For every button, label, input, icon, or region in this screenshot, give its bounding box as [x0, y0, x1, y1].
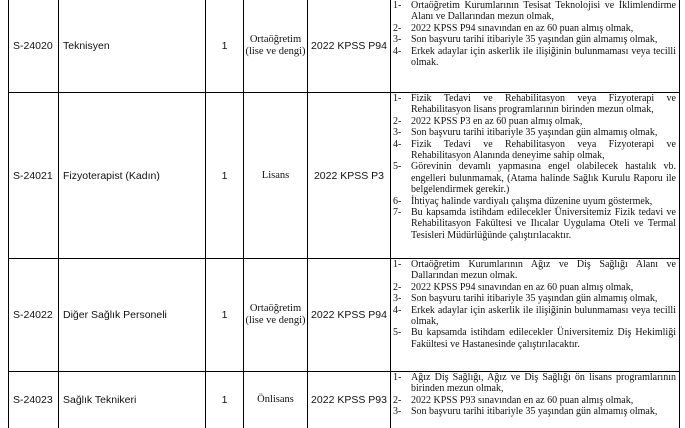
- requirement-number: 5-: [393, 327, 402, 339]
- position-title: Teknisyen: [63, 40, 110, 52]
- exam-cell: [307, 0, 390, 92]
- requirement-item: [391, 127, 679, 138]
- requirement-item: [391, 116, 679, 127]
- requirement-text: Son başvuru tarihi itibariyle 35 yaşından gün almamış olmak,: [411, 127, 658, 139]
- requirement-text: Ağız Diş Sağlığı, Ağız ve Diş Sağlığı ön lisans programlarının birinden mezun olmak,: [411, 372, 676, 395]
- exam-score-type: 2022 KPSS P94: [311, 40, 387, 52]
- education-cell: [243, 0, 307, 92]
- requirement-item: [391, 34, 679, 45]
- position-code: S-24020: [13, 40, 53, 52]
- education-cell: [243, 372, 307, 428]
- requirement-text: Ortaöğretim Kurumlarının Ağız ve Diş Sağlığı Alanı ve Dallarından mezun olmak.: [411, 259, 676, 282]
- requirement-text: 2022 KPSS P94 sınavından en az 60 puan almış olmak,: [411, 281, 634, 293]
- requirement-item: [391, 0, 679, 23]
- requirement-number: 4-: [393, 45, 402, 57]
- position-code-cell: [8, 372, 58, 428]
- requirement-item: [391, 327, 679, 350]
- requirement-number: 1-: [393, 259, 402, 270]
- requirement-number: 2-: [393, 394, 402, 406]
- requirement-item: [391, 406, 679, 417]
- requirement-text: Bu kapsamda istihdam edilecekler Üniversitemiz Fizik tedavi ve Rehabilitasyon Fakültesi ve Ilıcalar Uygulama Oteli ve Termal Tesisleri Müdürlüğünde çalıştırılacaktır.: [411, 207, 676, 241]
- requirement-number: 3-: [393, 34, 402, 46]
- exam-cell: [307, 372, 390, 428]
- position-code-cell: [8, 93, 58, 258]
- education-level: Önlisans: [257, 394, 294, 405]
- education-level: Ortaöğretim (lise ve dengi): [245, 34, 306, 57]
- requirement-item: [391, 259, 679, 282]
- education-level: Ortaöğretim (lise ve dengi): [245, 303, 306, 326]
- education-cell: [243, 93, 307, 258]
- requirement-item: [391, 372, 679, 395]
- requirement-number: 2-: [393, 115, 402, 127]
- exam-score-type: 2022 KPSS P93: [311, 394, 387, 406]
- requirements-list: [391, 93, 679, 241]
- table-row: [8, 371, 680, 428]
- quantity: 1: [221, 40, 228, 52]
- quantity-cell: [205, 372, 243, 428]
- requirement-number: 7-: [393, 207, 402, 219]
- requirements-cell: [390, 259, 680, 371]
- exam-cell: [307, 259, 390, 371]
- requirement-item: [391, 93, 679, 116]
- requirement-number: 2-: [393, 281, 402, 293]
- requirement-text: 2022 KPSS P93 sınavından en az 60 puan almış olmak,: [411, 394, 634, 406]
- education-level: Lisans: [261, 169, 290, 181]
- requirement-number: 4-: [393, 138, 402, 150]
- requirement-number: 3-: [393, 127, 402, 139]
- quantity-cell: [205, 0, 243, 92]
- requirement-text: Erkek adaylar için askerlik ile ilişiğinin bulunmaması veya tecilli olmak,: [411, 304, 676, 328]
- requirement-text: Bu kapsamda istihdam edilecekler Üniversitemiz Diş Hekimliği Fakültesi ve Hastanesinde çalıştırılacaktır.: [411, 327, 676, 350]
- requirement-item: [391, 161, 679, 195]
- requirement-text: 2022 KPSS P3 en az 60 puan almış olmak,: [411, 115, 583, 127]
- requirements-list: [391, 372, 679, 418]
- requirement-text: Son başvuru tarihi itibariyle 35 yaşından gün almamış olmak,: [411, 406, 658, 418]
- requirement-text: Ortaöğretim Kurumlarının Tesisat Teknolojisi ve İklimlendirme Alanı ve Dallarından mezun olmak,: [411, 0, 676, 23]
- quantity-cell: [205, 259, 243, 371]
- requirement-item: [391, 395, 679, 406]
- requirement-item: [391, 305, 679, 328]
- requirement-text: Görevinin devamlı yapmasına engel olabilecek hastalık vb. engelleri bulunmamak, (Atama halinde Sağlık Kurulu Raporu ile belgelendirmek gerekir.): [411, 161, 676, 196]
- education-cell: [243, 259, 307, 371]
- requirement-text: Fizik Tedavi ve Rehabilitasyon veya Fizyoterapi ve Rehabilitasyon Alanında deneyime sahip olmak,: [411, 138, 676, 162]
- position-title-cell: [58, 372, 205, 428]
- requirement-item: [391, 46, 679, 69]
- position-title: Sağlık Teknikeri: [63, 394, 137, 406]
- position-title: Fizyoterapist (Kadın): [63, 169, 160, 182]
- requirement-number: 2-: [393, 22, 402, 34]
- requirements-list: [391, 259, 679, 350]
- requirements-cell: [390, 0, 680, 92]
- requirement-item: [391, 23, 679, 34]
- position-code: S-24022: [13, 309, 53, 321]
- requirement-text: Fizik Tedavi ve Rehabilitasyon veya Fizyoterapi ve Rehabilitasyon lisans programlarının birinden mezun olmak,: [411, 93, 676, 116]
- position-code: S-24021: [13, 169, 53, 182]
- position-title-cell: [58, 259, 205, 371]
- requirements-cell: [390, 372, 680, 428]
- requirement-item: [391, 139, 679, 162]
- requirement-text: Erkek adaylar için askerlik ile ilişiğinin bulunmaması veya tecilli olmak.: [411, 45, 676, 69]
- requirement-number: 6-: [393, 195, 402, 207]
- position-title: Diğer Sağlık Personeli: [63, 309, 167, 321]
- position-code-cell: [8, 0, 58, 92]
- table-row: [8, 0, 680, 92]
- requirement-number: 3-: [393, 293, 402, 305]
- exam-score-type: 2022 KPSS P3: [313, 169, 385, 182]
- requirement-text: 2022 KPSS P94 sınavından en az 60 puan almış olmak,: [411, 22, 634, 34]
- requirements-cell: [390, 93, 680, 258]
- requirement-item: [391, 207, 679, 241]
- requirement-number: 5-: [393, 161, 402, 173]
- requirement-text: Son başvuru tarihi itibariyle 35 yaşından gün almamış olmak,: [411, 34, 658, 46]
- quantity: 1: [221, 309, 228, 321]
- requirement-number: 1-: [393, 93, 402, 104]
- requirement-number: 1-: [393, 0, 402, 11]
- table-row: [8, 92, 680, 258]
- exam-cell: [307, 93, 390, 258]
- position-title-cell: [58, 93, 205, 258]
- requirement-number: 1-: [393, 372, 402, 383]
- quantity-cell: [205, 93, 243, 258]
- requirement-number: 4-: [393, 304, 402, 316]
- requirement-item: [391, 282, 679, 293]
- position-code-cell: [8, 259, 58, 371]
- requirement-text: İhtiyaç halinde vardiyalı çalışma düzenine uyum göstermek,: [411, 195, 653, 207]
- requirement-text: Son başvuru tarihi itibariyle 35 yaşından gün almamış olmak,: [411, 293, 658, 305]
- requirement-item: [391, 196, 679, 207]
- position-code: S-24023: [13, 394, 53, 406]
- position-title-cell: [58, 0, 205, 92]
- requirement-number: 3-: [393, 406, 402, 418]
- requirement-item: [391, 293, 679, 304]
- table-row: [8, 258, 680, 371]
- exam-score-type: 2022 KPSS P94: [311, 309, 387, 321]
- quantity: 1: [221, 394, 228, 406]
- quantity: 1: [221, 169, 228, 182]
- requirements-list: [391, 0, 679, 68]
